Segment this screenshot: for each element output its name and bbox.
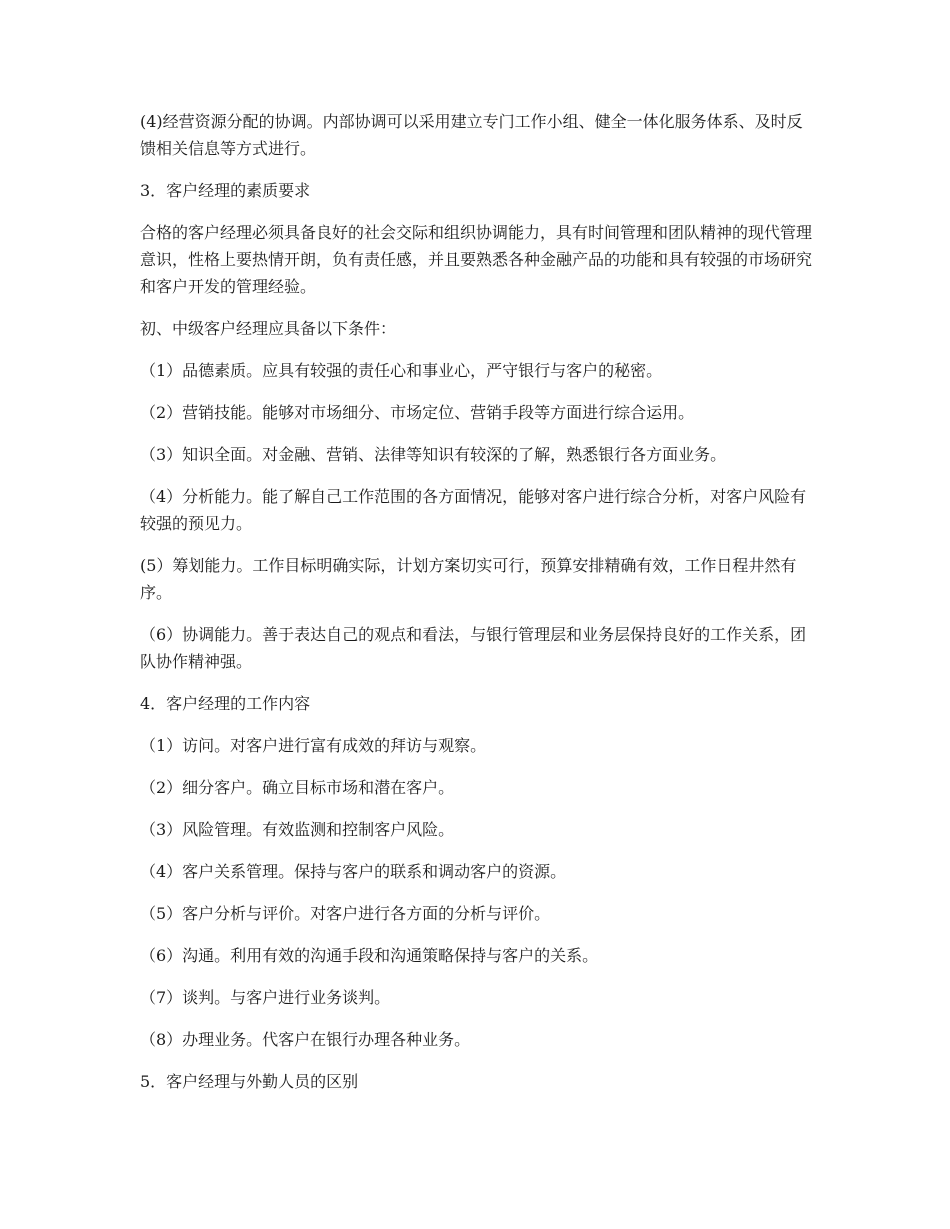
document-body (140, 108, 812, 1110)
list-item-relationship-management: （4）客户关系管理。保持与客户的联系和调动客户的资源。 (140, 862, 567, 881)
list-item-segment-customers: （2）细分客户。确立目标市场和潜在客户。 (140, 778, 455, 797)
list-item-knowledge: （3）知识全面。对金融、营销、法律等知识有较深的了解，熟悉银行各方面业务。 (140, 445, 727, 464)
list-item-handle-business: （8）办理业务。代客户在银行办理各种业务。 (140, 1030, 471, 1049)
list-item-planning-ability: (5）筹划能力。工作目标明确实际，计划方案切实可行，预算安排精确有效，工作日程井然有序。 (140, 556, 797, 602)
paragraph-qualified-manager: 合格的客户经理必须具备良好的社会交际和组织协调能力，具有时间管理和团队精神的现代管理意识，性格上要热情开朗，负有责任感，并且要熟悉各种金融产品的功能和具有较强的市场研究和客户开发的管理经验。 (140, 223, 813, 296)
list-item-coordination-ability: （6）协调能力。善于表达自己的观点和看法，与银行管理层和业务层保持良好的工作关系，团队协作精神强。 (140, 625, 807, 671)
list-item-visit: （1）访问。对客户进行富有成效的拜访与观察。 (140, 736, 487, 755)
list-item-analysis-ability: （4）分析能力。能了解自己工作范围的各方面情况，能够对客户进行综合分析，对客户风险有较强的预见力。 (140, 487, 807, 533)
section-heading-quality-requirements: 3．客户经理的素质要求 (140, 181, 311, 200)
section-heading-work-content: 4．客户经理的工作内容 (140, 694, 311, 713)
list-item-negotiation: （7）谈判。与客户进行业务谈判。 (140, 988, 391, 1007)
list-item-customer-analysis: （5）客户分析与评价。对客户进行各方面的分析与评价。 (140, 904, 551, 923)
list-item-moral-quality: （1）品德素质。应具有较强的责任心和事业心，严守银行与客户的秘密。 (140, 361, 663, 380)
list-item-marketing-skill: （2）营销技能。能够对市场细分、市场定位、营销手段等方面进行综合运用。 (140, 403, 695, 422)
list-item-communication: （6）沟通。利用有效的沟通手段和沟通策略保持与客户的关系。 (140, 946, 599, 965)
section-heading-field-staff-difference: 5．客户经理与外勤人员的区别 (140, 1072, 359, 1091)
paragraph-junior-conditions-intro: 初、中级客户经理应具备以下条件： (140, 319, 397, 338)
paragraph-resource-coordination: (4)经营资源分配的协调。内部协调可以采用建立专门工作小组、健全一体化服务体系、及时反馈相关信息等方式进行。 (140, 112, 803, 158)
list-item-risk-management: （3）风险管理。有效监测和控制客户风险。 (140, 820, 455, 839)
